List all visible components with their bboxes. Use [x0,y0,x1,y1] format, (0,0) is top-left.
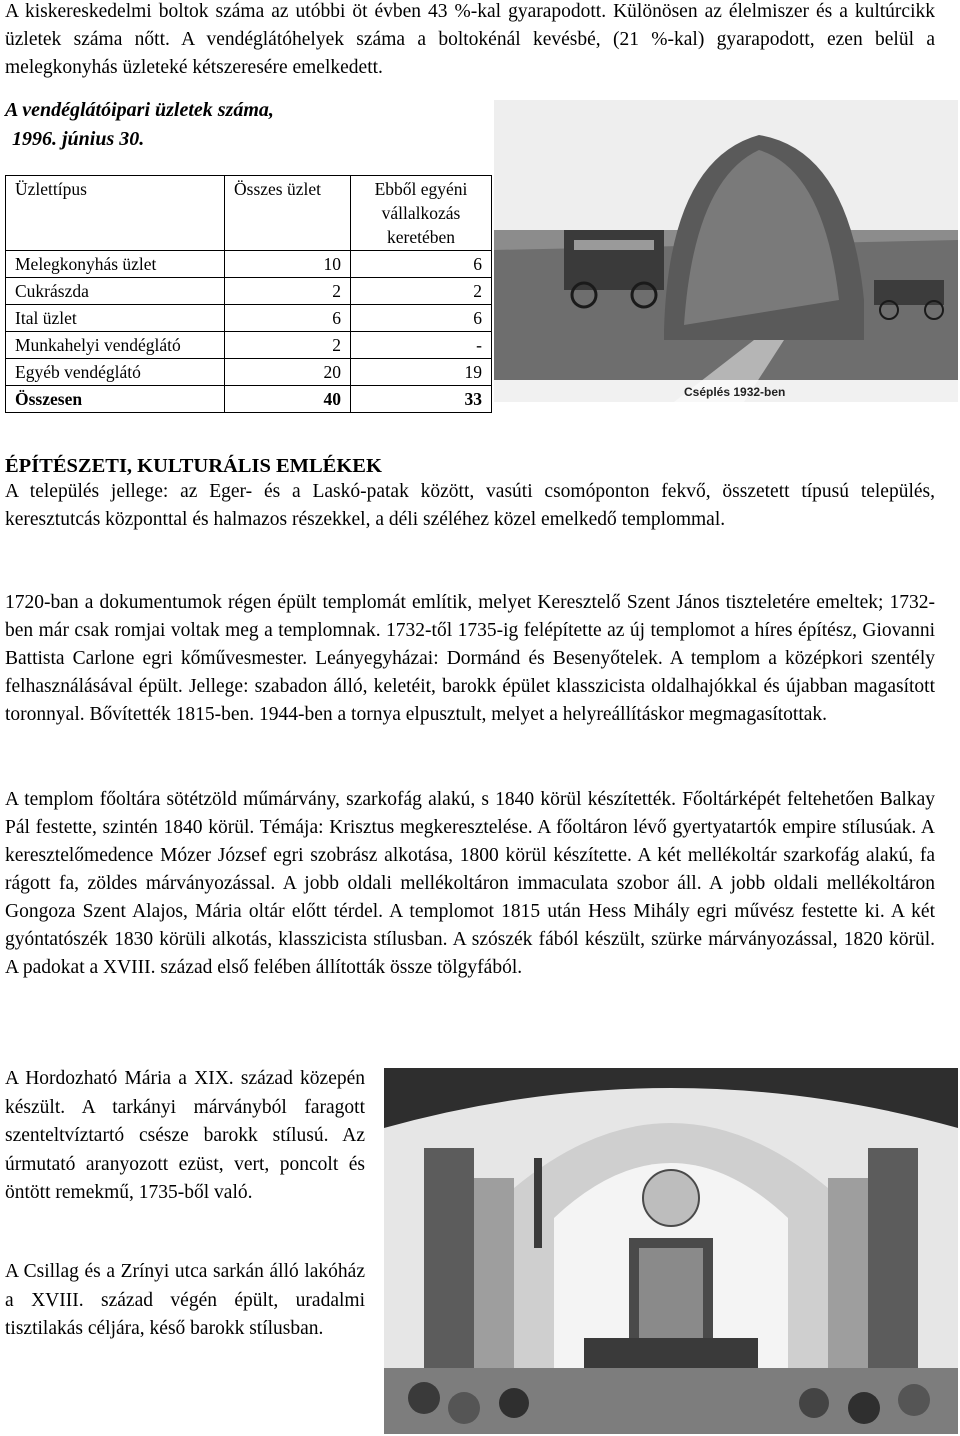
table-cell: 2 [351,278,492,305]
paragraph-settlement: A település jellege: az Eger- és a Laskó-patak között, vasúti csomóponton fekvő, összetett típusú település, keresztutcás központtal és halmazos részekkel, a déli széléhez közel emelkedő templommal. [5,481,935,530]
table-row [6,278,492,305]
table-cell: 20 [225,359,351,386]
table-row [6,251,492,278]
table-title-line1: A vendéglátóipari üzletek száma, [5,99,274,121]
paragraph-residence: A Csillag és a Zrínyi utca sarkán álló lakóház a XVIII. század végén épült, uradalmi tisztilakás céljára, késő barokk stílusban. [5,1261,365,1339]
section-heading: ÉPÍTÉSZETI, KULTURÁLIS EMLÉKEK [5,455,382,477]
intro-paragraph: A kiskereskedelmi boltok száma az utóbbi öt évben 43 %-kal gyarapodott. Különösen az élelmiszer és a kultúrcikk üzletek száma nőtt. A vendéglátóhelyek száma a boltokénál kevésbé, (21 %-kal) gyarapodott, ezen belül a melegkonyhás üzleteké kétszeresére emelkedett. [5,1,935,78]
table-cell: - [351,332,492,359]
photo-caption: Cséplés 1932-ben [684,385,786,399]
table-cell: 6 [351,305,492,332]
table-header-cell: Üzlettípus [6,176,225,251]
table-row [6,332,492,359]
table-header-row [6,176,492,251]
table-cell: Ital üzlet [6,305,225,332]
table-row [6,359,492,386]
paragraph-church-interior: A templom főoltára sötétzöld műmárvány, szarkofág alakú, s 1840 körül készítették. Főoltárképét feltehetően Balkay Pál festette, szintén 1840 körül. Témája: Krisztus megkeresztelése. A főoltáron lévő gyertyatartók empire stílusúak. A keresztelőmedence Mózer József egri szobrász alkotása, 1800 körül készítette. A két mellékoltár szarkofág alakú, fa rágott fa, zöldes márványozással. A jobb oldali mellékoltáron immaculata szobor áll. A jobb oldali mellékoltáron Gongoza Szent Alajos, Mária oltár előtt térdel. A templomot 1815 után Hess Mihály egri művész festette ki. A két gyóntatószék 1830 körüli alkotás, klasszicista stílusban. A szószék fából készült, szürke márványozással, 1820 körül. A padokat a XVIII. század első felében állították össze tölgyfából. [5,789,935,978]
threshing-photo [494,100,958,402]
table-title-line2: 1996. június 30. [12,128,145,150]
table-cell: 33 [351,386,492,413]
table-cell: Cukrászda [6,278,225,305]
table-row [6,305,492,332]
church-interior-photo [384,1068,958,1434]
paragraph-treasures: A Hordozható Mária a XIX. század közepén készült. A tarkányi márványból faragott szenteltvíztartó csésze barokk stílusú. Az úrmutató aranyozott ezüst, vert, poncolt és öntött remekmű, 1735-ből való. [5,1068,365,1203]
table-cell: 6 [225,305,351,332]
table-cell: Egyéb vendéglátó [6,359,225,386]
table-cell: 2 [225,332,351,359]
table-total-row [6,386,492,413]
table-header-cell: Ebből egyéni vállalkozás keretében [351,176,492,251]
table-header-cell: Összes üzlet [225,176,351,251]
table-cell: Munkahelyi vendéglátó [6,332,225,359]
table-cell: 10 [225,251,351,278]
paragraph-church-history: 1720-ban a dokumentumok régen épült templomát említik, melyet Keresztelő Szent János tiszteletére emeltek; 1732-ben már csak romjai voltak meg a templomnak. 1732-től 1735-ig felépítette az új templomot a híres építész, Giovanni Battista Carlone egri kőművesmester. Leányegyházai: Dormánd és Besenyőtelek. A templom a középkori szentély felhasználásával épült. Jellege: szabadon álló, keletéit, barokk épület klasszicista oldalhajókkal és újabban magasított toronnyal. Bővítették 1815-ben. 1944-ben a tornya elpusztult, melyet a helyreállításkor megmagasítottak. [5,592,935,725]
table-cell: 6 [351,251,492,278]
table-cell: 2 [225,278,351,305]
shop-count-table [5,175,492,413]
table-cell: 19 [351,359,492,386]
table-cell: Összesen [6,386,225,413]
table-cell: Melegkonyhás üzlet [6,251,225,278]
table-cell: 40 [225,386,351,413]
